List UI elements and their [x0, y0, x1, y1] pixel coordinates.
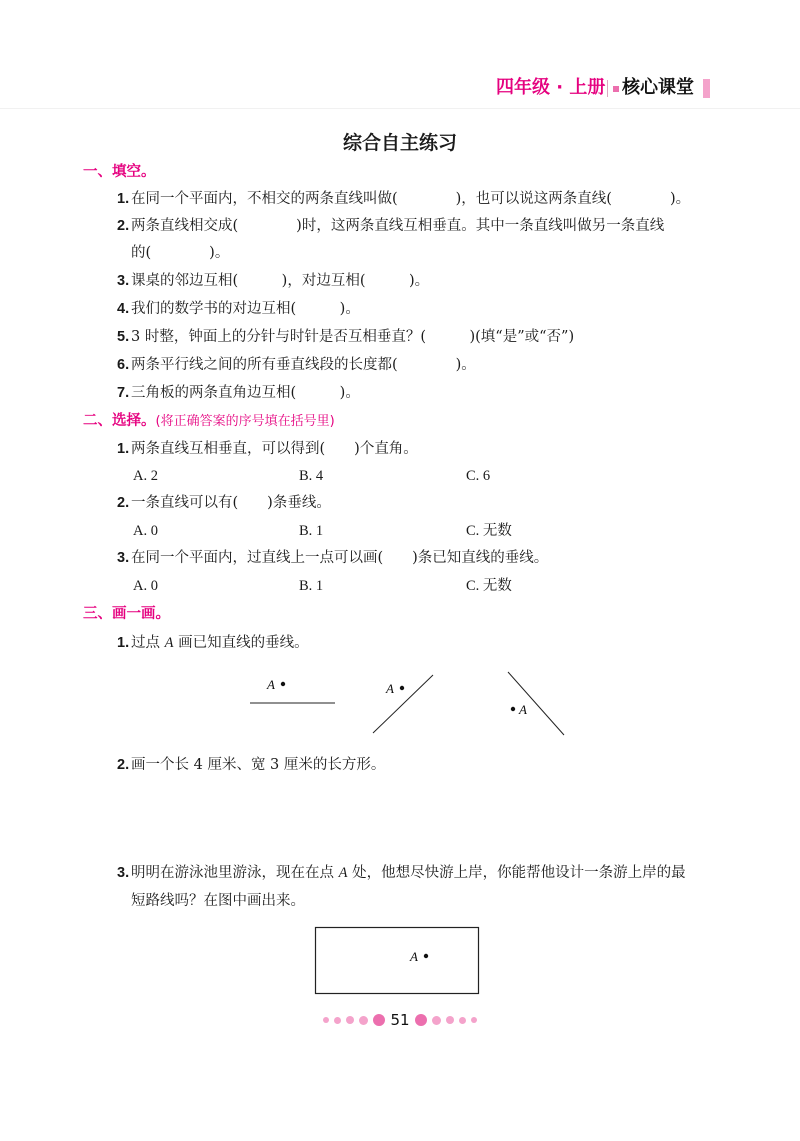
fill-blank-item — [117, 383, 360, 403]
item-text: 两条直线互相垂直，可以得到( )个直角。 — [131, 441, 418, 457]
section-heading-drawing: 三、画一画。 — [83, 606, 170, 622]
point-label: A — [519, 702, 527, 717]
header-bar — [703, 79, 710, 98]
dot-icon — [334, 1017, 341, 1024]
item-text: 处，他想尽快游上岸，你能帮他设计一条游上岸的最 — [347, 865, 686, 881]
fill-blank-item — [117, 299, 360, 319]
given-line — [373, 675, 433, 733]
fill-blank-item — [117, 271, 429, 291]
choice-item — [117, 493, 331, 513]
option-a: A. 2 — [133, 468, 158, 484]
footer-dots-left — [323, 1014, 385, 1026]
option-a: A. 0 — [133, 523, 158, 539]
item-text: 明明在游泳池里游泳，现在在点 — [131, 865, 339, 881]
figure-pool-rectangle — [312, 924, 482, 996]
drawing-item — [117, 863, 686, 883]
option-a: A. 0 — [133, 578, 158, 594]
point-label: A — [267, 677, 275, 692]
item-text-continued: 的( )。 — [131, 245, 230, 261]
point-dot — [281, 682, 285, 686]
header-section: 核心课堂 — [622, 77, 694, 98]
choice-item — [117, 548, 548, 568]
item-text: 在同一个平面内，过直线上一点可以画( )条已知直线的垂线。 — [131, 550, 549, 566]
option-c: C. 无数 — [466, 578, 512, 594]
dot-icon — [459, 1017, 466, 1024]
dot-icon — [432, 1016, 441, 1025]
item-text: 在同一个平面内，不相交的两条直线叫做( )，也可以说这两条直线( )。 — [131, 191, 691, 207]
figure-horizontal-line — [245, 668, 345, 713]
item-number: 1. — [117, 441, 130, 457]
point-dot — [424, 954, 428, 958]
figure-falling-line — [500, 666, 570, 740]
header-separator — [607, 80, 608, 97]
item-number: 4. — [117, 301, 130, 317]
fill-blank-item — [117, 327, 574, 347]
dot-icon — [446, 1016, 454, 1024]
section-heading-fill-blank: 一、填空。 — [83, 164, 156, 180]
point-label: A — [338, 865, 348, 881]
footer-dots-right — [415, 1014, 477, 1026]
item-number: 2. — [117, 757, 130, 773]
pool-outline — [316, 928, 479, 994]
item-text: 两条平行线之间的所有垂直线段的长度都( )。 — [131, 357, 476, 373]
item-text: 过点 — [131, 635, 165, 651]
section-instruction: (将正确答案的序号填在括号里) — [155, 414, 335, 429]
dot-icon — [415, 1014, 427, 1026]
item-text: 画一个长 4 厘米、宽 3 厘米的长方形。 — [131, 757, 386, 773]
item-number: 5. — [117, 329, 130, 345]
section-heading-text: 二、选择。 — [83, 413, 156, 429]
item-text: 两条直线相交成( )时，这两条直线互相垂直。其中一条直线叫做另一条直线 — [131, 218, 665, 234]
item-text: 我们的数学书的对边互相( )。 — [131, 301, 360, 317]
option-c: C. 无数 — [466, 523, 512, 539]
dot-icon — [359, 1016, 368, 1025]
item-number: 2. — [117, 218, 130, 234]
dot-icon — [323, 1017, 329, 1023]
item-number: 6. — [117, 357, 130, 373]
item-text: 课桌的邻边互相( )，对边互相( )。 — [131, 273, 430, 289]
point-dot — [511, 707, 515, 711]
point-label: A — [410, 949, 418, 964]
dot-icon — [346, 1016, 354, 1024]
fill-blank-item — [117, 355, 476, 375]
dot-icon — [373, 1014, 385, 1026]
point-label: A — [386, 681, 394, 696]
fill-blank-item — [117, 216, 664, 236]
option-b: B. 1 — [299, 523, 324, 539]
section-heading-choice — [83, 411, 335, 432]
item-number: 7. — [117, 385, 130, 401]
option-c: C. 6 — [466, 468, 491, 484]
drawing-item — [117, 755, 385, 775]
item-text: 3 时整，钟面上的分针与时针是否互相垂直？( )(填“是”或“否”) — [131, 329, 575, 345]
option-b: B. 1 — [299, 578, 324, 594]
figure-rising-line — [365, 668, 440, 740]
item-number: 3. — [117, 273, 130, 289]
drawing-item — [117, 633, 309, 653]
item-text: 三角板的两条直角边互相( )。 — [131, 385, 360, 401]
top-rule — [0, 108, 800, 109]
item-text: 一条直线可以有( )条垂线。 — [131, 495, 331, 511]
item-number: 1. — [117, 635, 130, 651]
point-dot — [400, 686, 404, 690]
header-square-icon — [613, 86, 619, 92]
page-title: 综合自主练习 — [342, 132, 457, 154]
item-number: 3. — [117, 865, 130, 881]
given-line — [508, 672, 564, 735]
item-text-continued: 短路线吗？在图中画出来。 — [131, 893, 305, 909]
fill-blank-item — [117, 189, 690, 209]
item-number: 1. — [117, 191, 130, 207]
item-text: 画已知直线的垂线。 — [173, 635, 309, 651]
point-label: A — [164, 635, 174, 651]
item-number: 2. — [117, 495, 130, 511]
page-footer — [0, 1010, 800, 1030]
page-number: 51 — [390, 1011, 410, 1029]
header-grade: 四年级 · 上册 — [496, 77, 606, 98]
item-number: 3. — [117, 550, 130, 566]
choice-item — [117, 439, 418, 459]
option-b: B. 4 — [299, 468, 324, 484]
dot-icon — [471, 1017, 477, 1023]
